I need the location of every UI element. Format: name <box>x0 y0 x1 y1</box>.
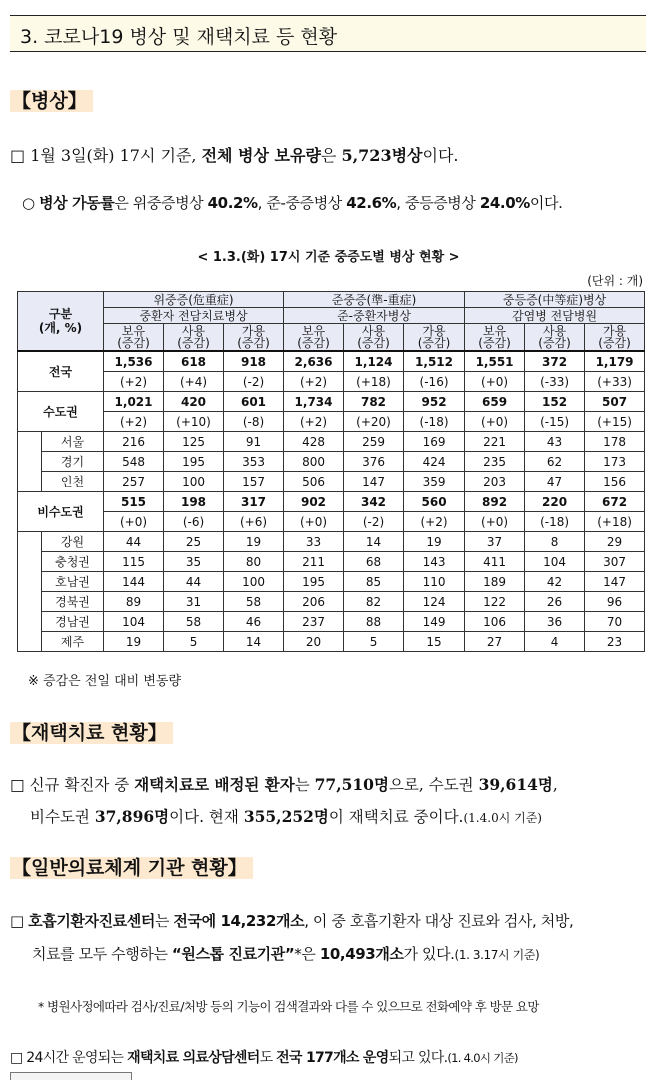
bed-value: 115 <box>104 552 164 572</box>
sub-region-name: 경기 <box>42 452 104 472</box>
bed-value: 147 <box>344 472 404 492</box>
bed-value: 58 <box>224 592 284 612</box>
bed-value: 8 <box>525 532 585 552</box>
bed-value: 902 <box>284 492 344 512</box>
beds-rate-line: ○ 병상 가동률은 위중증병상 40.2%, 준-중증병상 42.6%, 중등증병상 24.0%이다. <box>22 194 563 212</box>
bed-value: 15 <box>404 632 465 652</box>
bed-value: 29 <box>585 532 645 552</box>
bed-delta: (+15) <box>585 412 645 432</box>
bed-delta: (-6) <box>164 512 224 532</box>
bed-delta: (+6) <box>224 512 284 532</box>
heading-home-care: 【재택치료 현황】 <box>10 718 173 745</box>
sub-region-name: 서울 <box>42 432 104 452</box>
bed-delta: (+2) <box>104 372 164 392</box>
bed-value: 359 <box>404 472 465 492</box>
bed-delta: (+2) <box>284 372 344 392</box>
bed-value: 25 <box>164 532 224 552</box>
beds-summary-line: □ 1월 3일(화) 17시 기준, 전체 병상 보유량은 5,723병상이다. <box>10 146 459 165</box>
bed-value: 44 <box>164 572 224 592</box>
bed-value: 235 <box>465 452 525 472</box>
sub-region-name: 호남권 <box>42 572 104 592</box>
bed-delta: (+4) <box>164 372 224 392</box>
bed-value: 70 <box>585 612 645 632</box>
bed-value: 157 <box>224 472 284 492</box>
bed-value: 1,551 <box>465 351 525 372</box>
bed-value: 237 <box>284 612 344 632</box>
sub-region-name: 충청권 <box>42 552 104 572</box>
column-header-use: 사용 (증감) <box>164 324 224 352</box>
table-caption: < 1.3.(화) 17시 기준 중증도별 병상 현황 > <box>197 250 460 265</box>
column-header-use: 사용 (증감) <box>344 324 404 352</box>
column-header-avail: 가용 (증감) <box>585 324 645 352</box>
bed-value: 353 <box>224 452 284 472</box>
bed-value: 91 <box>224 432 284 452</box>
bed-delta: (-2) <box>224 372 284 392</box>
bed-value: 100 <box>224 572 284 592</box>
bed-value: 143 <box>404 552 465 572</box>
column-header-have: 보유 (증감) <box>465 324 525 352</box>
sub-region-name: 경북권 <box>42 592 104 612</box>
bed-value: 106 <box>465 612 525 632</box>
bed-value: 1,179 <box>585 351 645 372</box>
bed-value: 376 <box>344 452 404 472</box>
bed-value: 104 <box>104 612 164 632</box>
bed-value: 19 <box>404 532 465 552</box>
bed-value: 424 <box>404 452 465 472</box>
bed-value: 85 <box>344 572 404 592</box>
region-name: 전국 <box>18 351 104 392</box>
bed-value: 110 <box>404 572 465 592</box>
bed-delta: (+2) <box>284 412 344 432</box>
bed-value: 507 <box>585 392 645 412</box>
header-semi-critical: 준중증(準-重症) <box>284 292 465 308</box>
bed-value: 152 <box>525 392 585 412</box>
header-critical-sub: 중환자 전담치료병상 <box>104 308 284 324</box>
bed-value: 560 <box>404 492 465 512</box>
bed-value: 659 <box>465 392 525 412</box>
column-header-use: 사용 (증감) <box>525 324 585 352</box>
bed-value: 216 <box>104 432 164 452</box>
bed-delta: (+20) <box>344 412 404 432</box>
bed-value: 19 <box>104 632 164 652</box>
section-title-box <box>10 15 646 52</box>
bed-value: 178 <box>585 432 645 452</box>
bed-value: 259 <box>344 432 404 452</box>
bed-value: 33 <box>284 532 344 552</box>
respiratory-center-line-1: □ 호흡기환자진료센터는 전국에 14,232개소, 이 중 호흡기환자 대상 진료와 검사, 처방, <box>10 912 574 930</box>
bed-value: 2,636 <box>284 351 344 372</box>
bed-delta: (+33) <box>585 372 645 392</box>
bed-value: 782 <box>344 392 404 412</box>
bed-value: 672 <box>585 492 645 512</box>
bed-value: 1,734 <box>284 392 344 412</box>
bed-value: 96 <box>585 592 645 612</box>
bed-value: 198 <box>164 492 224 512</box>
bed-value: 372 <box>525 351 585 372</box>
bed-value: 203 <box>465 472 525 492</box>
bed-value: 195 <box>284 572 344 592</box>
bed-delta: (-2) <box>344 512 404 532</box>
bed-value: 19 <box>224 532 284 552</box>
bed-value: 149 <box>404 612 465 632</box>
bed-value: 618 <box>164 351 224 372</box>
bed-delta: (+2) <box>404 512 465 532</box>
header-critical: 위중증(危重症) <box>104 292 284 308</box>
bed-value: 211 <box>284 552 344 572</box>
bed-delta: (+18) <box>344 372 404 392</box>
bed-value: 220 <box>525 492 585 512</box>
bed-value: 80 <box>224 552 284 572</box>
bed-value: 42 <box>525 572 585 592</box>
bed-delta: (+0) <box>465 412 525 432</box>
bed-value: 100 <box>164 472 224 492</box>
bed-value: 82 <box>344 592 404 612</box>
bed-delta: (-15) <box>525 412 585 432</box>
bed-value: 58 <box>164 612 224 632</box>
header-gubun: 구분 (개, %) <box>18 292 104 352</box>
respiratory-center-line-2: 치료를 모두 수행하는 “원스톱 진료기관”*은 10,493개소가 있다.(1. 3.17시 기준) <box>32 945 540 963</box>
bed-value: 122 <box>465 592 525 612</box>
home-care-line-2: 비수도권 37,896명이다. 현재 355,252명이 재택치료 중이다.(1.4.0시 기준) <box>30 807 542 826</box>
column-header-have: 보유 (증감) <box>284 324 344 352</box>
bed-value: 189 <box>465 572 525 592</box>
bed-value: 169 <box>404 432 465 452</box>
bed-value: 5 <box>344 632 404 652</box>
bed-value: 144 <box>104 572 164 592</box>
bed-value: 14 <box>224 632 284 652</box>
bed-delta: (-18) <box>525 512 585 532</box>
column-header-have: 보유 (증감) <box>104 324 164 352</box>
bed-value: 1,021 <box>104 392 164 412</box>
bed-value: 1,512 <box>404 351 465 372</box>
region-name: 수도권 <box>18 392 104 432</box>
bed-value: 548 <box>104 452 164 472</box>
indent-cell <box>18 432 42 492</box>
bed-value: 156 <box>585 472 645 492</box>
bed-value: 428 <box>284 432 344 452</box>
sub-region-name: 인천 <box>42 472 104 492</box>
bed-value: 36 <box>525 612 585 632</box>
bed-value: 257 <box>104 472 164 492</box>
bed-delta: (+0) <box>104 512 164 532</box>
header-semi-critical-sub: 준-중환자병상 <box>284 308 465 324</box>
column-header-avail: 가용 (증감) <box>404 324 465 352</box>
bed-value: 1,536 <box>104 351 164 372</box>
header-moderate: 중등증(中等症)병상 <box>465 292 645 308</box>
sub-region-name: 제주 <box>42 632 104 652</box>
bed-value: 125 <box>164 432 224 452</box>
bed-delta: (-33) <box>525 372 585 392</box>
bed-value: 317 <box>224 492 284 512</box>
heading-beds: 【병상】 <box>10 86 93 113</box>
bed-value: 89 <box>104 592 164 612</box>
bed-value: 506 <box>284 472 344 492</box>
bed-value: 26 <box>525 592 585 612</box>
bed-value: 147 <box>585 572 645 592</box>
bed-value: 420 <box>164 392 224 412</box>
heading-general-medical: 【일반의료체계 기관 현황】 <box>10 853 253 880</box>
bed-value: 601 <box>224 392 284 412</box>
bed-value: 47 <box>525 472 585 492</box>
header-moderate-sub: 감염병 전담병원 <box>465 308 645 324</box>
bed-delta: (-16) <box>404 372 465 392</box>
bed-value: 20 <box>284 632 344 652</box>
bed-delta: (+18) <box>585 512 645 532</box>
bed-delta: (+0) <box>465 512 525 532</box>
bed-value: 68 <box>344 552 404 572</box>
bed-value: 124 <box>404 592 465 612</box>
bed-value: 5 <box>164 632 224 652</box>
footnote-star: * 병원사정에따라 검사/진료/처방 등의 기능이 검색결과와 다를 수 있으므로 전화예약 후 방문 요망 <box>38 999 539 1014</box>
beds-table <box>17 291 645 652</box>
bed-value: 14 <box>344 532 404 552</box>
bed-value: 307 <box>585 552 645 572</box>
bed-value: 952 <box>404 392 465 412</box>
indent-cell <box>18 532 42 652</box>
bed-value: 88 <box>344 612 404 632</box>
bed-value: 31 <box>164 592 224 612</box>
bed-value: 62 <box>525 452 585 472</box>
bed-delta: (+0) <box>465 372 525 392</box>
bed-delta: (+10) <box>164 412 224 432</box>
table-unit: (단위 : 개) <box>587 274 643 288</box>
bed-value: 221 <box>465 432 525 452</box>
bed-value: 4 <box>525 632 585 652</box>
bed-value: 27 <box>465 632 525 652</box>
bed-delta: (-8) <box>224 412 284 432</box>
consult-center-line: □ 24시간 운영되는 재택치료 의료상담센터도 전국 177개소 운영되고 있다.(1. 4.0시 기준) <box>10 1050 518 1066</box>
bed-value: 23 <box>585 632 645 652</box>
bed-value: 173 <box>585 452 645 472</box>
bed-value: 195 <box>164 452 224 472</box>
bed-value: 411 <box>465 552 525 572</box>
region-name: 비수도권 <box>18 492 104 532</box>
sub-region-name: 경남권 <box>42 612 104 632</box>
bed-delta: (+0) <box>284 512 344 532</box>
bed-value: 44 <box>104 532 164 552</box>
bed-value: 206 <box>284 592 344 612</box>
bed-value: 918 <box>224 351 284 372</box>
home-care-line-1: □ 신규 확진자 중 재택치료로 배정된 환자는 77,510명으로, 수도권 39,614명, <box>10 775 558 794</box>
bed-value: 37 <box>465 532 525 552</box>
bed-value: 515 <box>104 492 164 512</box>
bed-delta: (-18) <box>404 412 465 432</box>
bed-value: 800 <box>284 452 344 472</box>
section-title: 3. 코로나19 병상 및 재택치료 등 현황 <box>20 26 338 48</box>
sub-region-name: 강원 <box>42 532 104 552</box>
bed-value: 46 <box>224 612 284 632</box>
table-note: ※ 증감은 전일 대비 변동량 <box>28 674 182 689</box>
bed-value: 43 <box>525 432 585 452</box>
column-header-avail: 가용 (증감) <box>224 324 284 352</box>
bed-value: 35 <box>164 552 224 572</box>
bed-value: 1,124 <box>344 351 404 372</box>
bed-delta: (+2) <box>104 412 164 432</box>
bed-value: 342 <box>344 492 404 512</box>
bed-value: 104 <box>525 552 585 572</box>
bed-value: 892 <box>465 492 525 512</box>
